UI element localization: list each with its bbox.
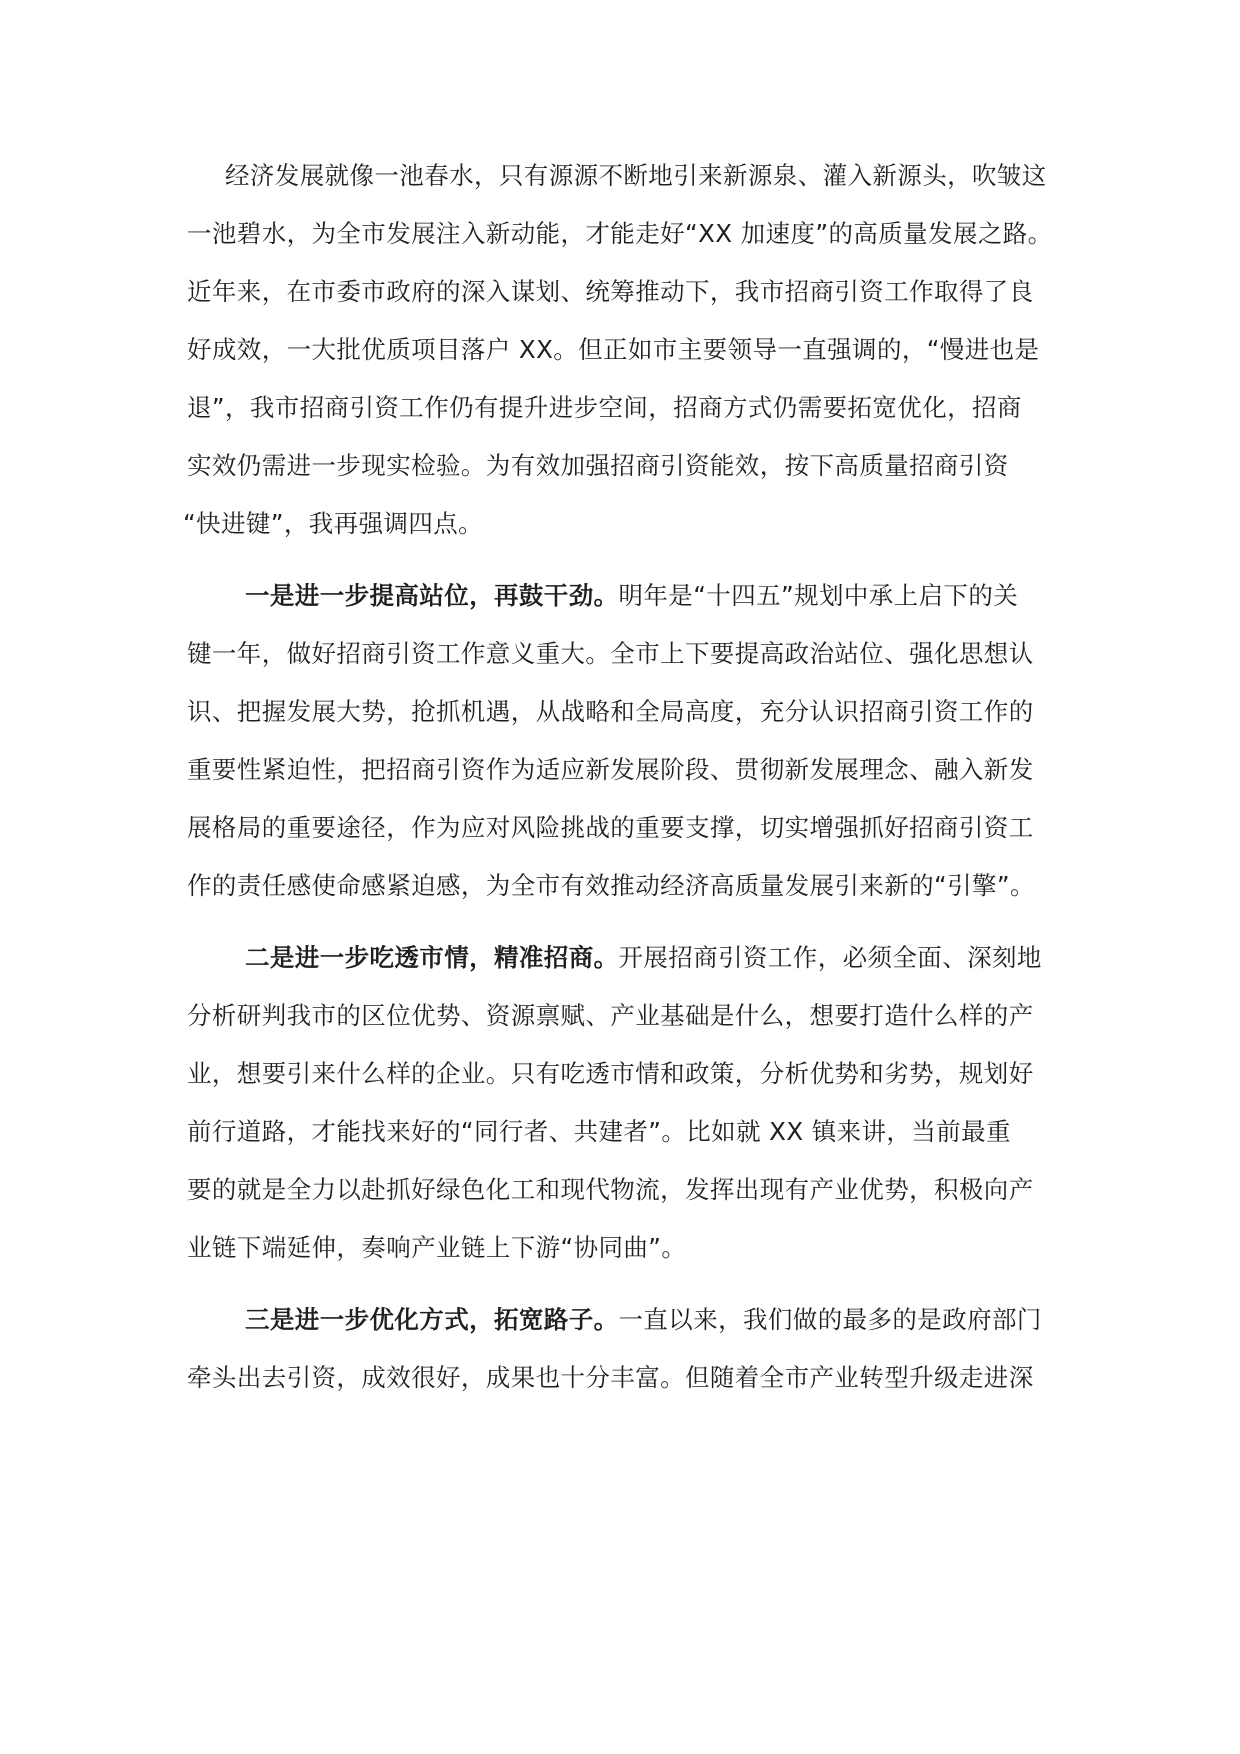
paragraph-1-line-4: 好成效，一大批优质项目落户 XX。但正如市主要领导一直强调的，“慢进也是 (187, 335, 1040, 364)
paragraph-1-line-1: 经济发展就像一池春水，只有源源不断地引来新源泉、灌入新源头，吹皱这 (225, 161, 1047, 190)
paragraph-2-line-3: 识、把握发展大势，抢抓机遇，从战略和全局高度，充分认识招商引资工作的 (187, 697, 1034, 726)
paragraph-2-line-5: 展格局的重要途径，作为应对风险挑战的重要支撑，切实增强抓好招商引资工 (187, 813, 1034, 842)
paragraph-3-heading: 二是进一步吃透市情，精准招商。 (245, 943, 619, 972)
paragraph-1-line-6: 实效仍需进一步现实检验。为有效加强招商引资能效，按下高质量招商引资 (187, 451, 1009, 480)
paragraph-4-heading: 三是进一步优化方式，拓宽路子。 (245, 1305, 619, 1334)
paragraph-3-line-3: 业，想要引来什么样的企业。只有吃透市情和政策，分析优势和劣势，规划好 (187, 1059, 1034, 1088)
paragraph-4-line-2: 牵头出去引资，成效很好，成果也十分丰富。但随着全市产业转型升级走进深 (187, 1363, 1034, 1392)
paragraph-3-line-1 (245, 940, 1042, 976)
paragraph-1-line-3: 近年来，在市委市政府的深入谋划、统筹推动下，我市招商引资工作取得了良 (187, 277, 1034, 306)
paragraph-3-line-6: 业链下端延伸，奏响产业链上下游“协同曲”。 (187, 1233, 687, 1262)
paragraph-4-line-1-rest: 一直以来，我们做的最多的是政府部门 (618, 1305, 1042, 1334)
paragraph-2-heading: 一是进一步提高站位，再鼓干劲。 (245, 581, 619, 610)
paragraph-1-line-5: 退”，我市招商引资工作仍有提升进步空间，招商方式仍需要拓宽优化，招商 (187, 393, 1022, 422)
paragraph-2-line-6: 作的责任感使命感紧迫感，为全市有效推动经济高质量发展引来新的“引擎”。 (187, 871, 1035, 900)
paragraph-3-line-4: 前行道路，才能找来好的“同行者、共建者”。比如就 XX 镇来讲，当前最重 (187, 1117, 1011, 1146)
paragraph-2-line-2: 键一年，做好招商引资工作意义重大。全市上下要提高政治站位、强化思想认 (187, 639, 1034, 668)
paragraph-3-line-5: 要的就是全力以赴抓好绿色化工和现代物流，发挥出现有产业优势，积极向产 (187, 1175, 1034, 1204)
paragraph-1-line-7: “快进键”，我再强调四点。 (183, 509, 484, 538)
paragraph-4-line-1 (245, 1302, 1042, 1338)
paragraph-2-line-1-rest: 明年是“十四五”规划中承上启下的关 (618, 581, 1019, 610)
paragraph-3-line-1-rest: 开展招商引资工作，必须全面、深刻地 (618, 943, 1042, 972)
paragraph-2-line-1 (245, 578, 1018, 614)
paragraph-1-line-2: 一池碧水，为全市发展注入新动能，才能走好“XX 加速度”的高质量发展之路。 (187, 219, 1053, 248)
paragraph-2-line-4: 重要性紧迫性，把招商引资作为适应新发展阶段、贯彻新发展理念、融入新发 (187, 755, 1034, 784)
paragraph-3-line-2: 分析研判我市的区位优势、资源禀赋、产业基础是什么，想要打造什么样的产 (187, 1001, 1034, 1030)
